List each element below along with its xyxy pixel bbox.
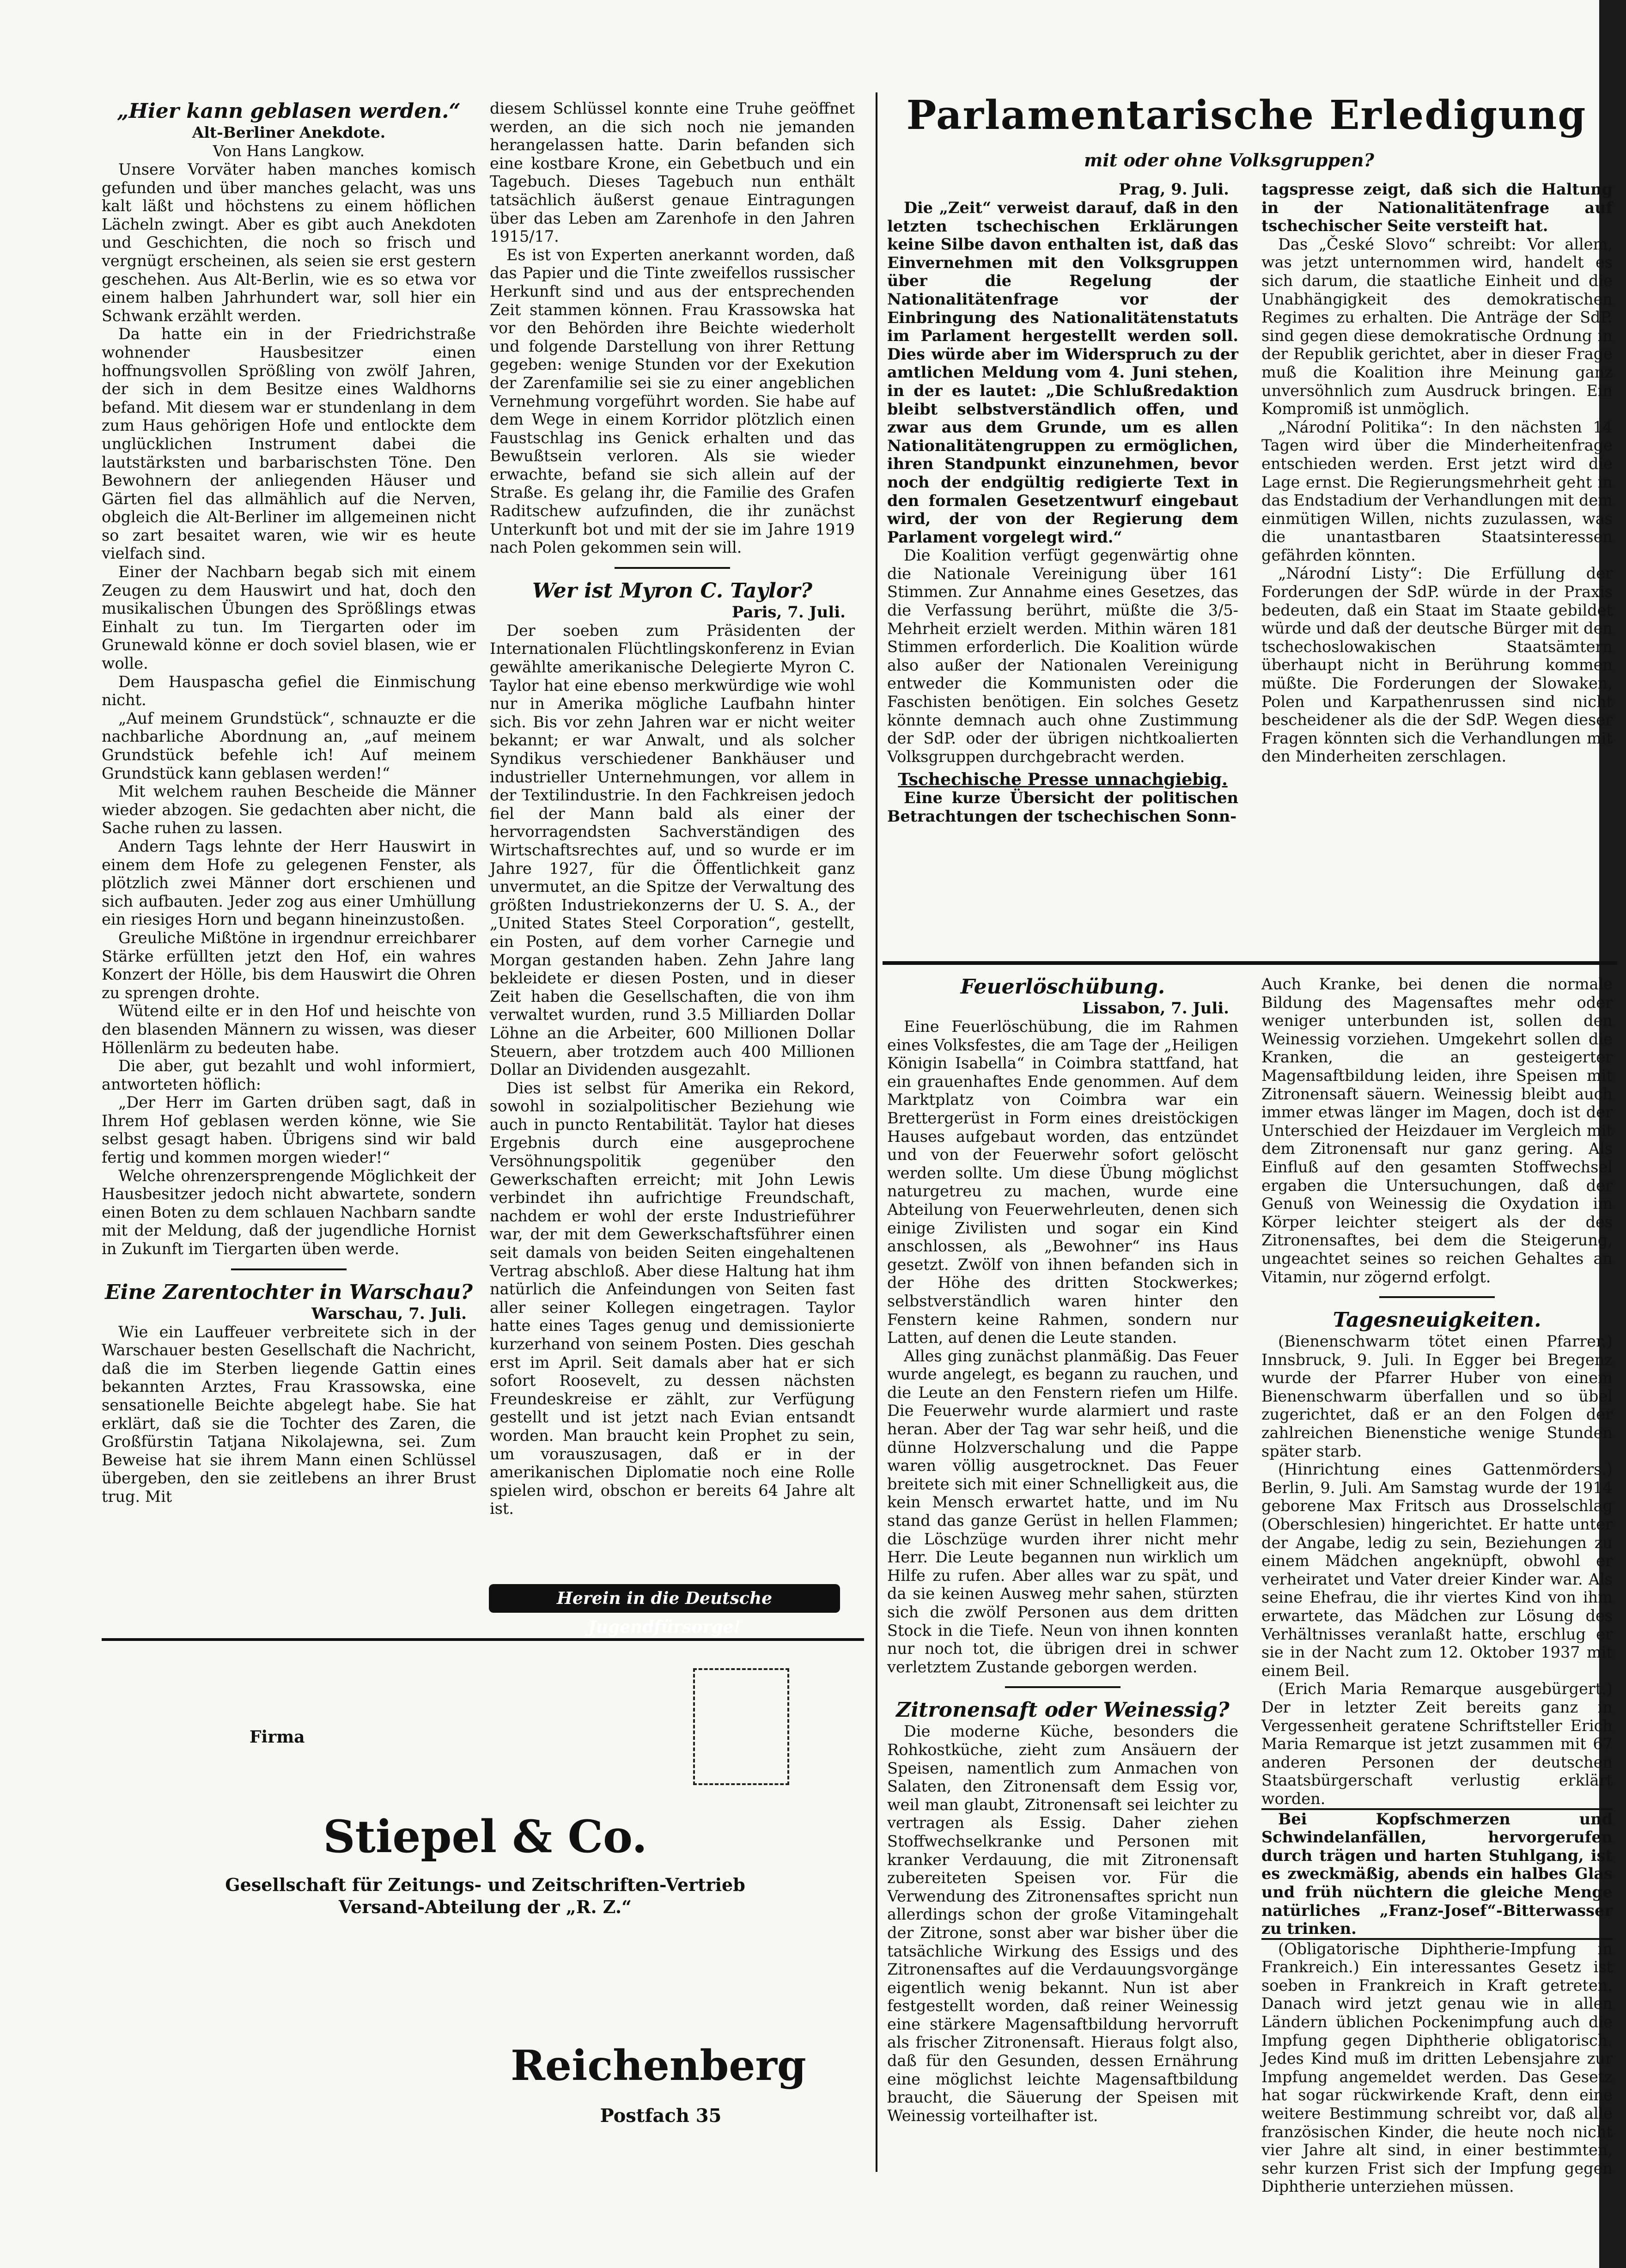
article-title: „Hier kann geblasen werden.“ — [117, 99, 461, 123]
paragraph: Auch Kranke, bei denen die normale Bildung des Magensaftes mehr oder weniger unterbunden ist, sollen den Weinessig vorziehen. Umgekehrt sollen die Kranken, die an gesteigerter Magensaftbildung leiden, ihre Speisen mit Zitronensaft säuern. Weinessig bleibt auch immer etwas länger im Magen, doch ist der Unterschied der Heizdauer im Vergleich mit dem Zitronensaft nur ganz gering. Als Einfluß auf den gesamten Stoffwechsel ergaben die Untersuchungen, daß der Genuß von Weinessig die Oxydation im Körper leichter steigert als der des Zitronensaftes, bei dem die Steigerung, ungeachtet seines so reichen Gehaltes an Vitamin, nur zögernd erfolgt. — [1261, 975, 1613, 1286]
paragraph: Die moderne Küche, besonders die Rohkostküche, zieht zum Ansäuern der Speisen, namentlich zum Anmachen von Salaten, den Zitronensaft dem Essig vor, weil man glaubt, Zitronensaft sei leichter zu vertragen als Essig. Daher ziehen Stoffwechselkranke und Personen mit kranker Verdauung, die mit Zitronensaft zubereiteten Speisen vor. Für die Verwendung des Zitronensaftes spricht nun allerdings schon der große Vitamingehalt der Zitrone, sonst aber war bisher über die tatsächliche Wirkung des Essigs und des Zitronensaftes auf die Verdauungsvorgänge eigentlich wenig bekannt. Nun ist aber festgestellt worden, daß reiner Weinessig eine stärkere Magensaftbildung hervorruft als frischer Zitronensaft. Hieraus folgt also, daß für den Gesunden, dessen Ernährung eine möglichst leichte Magensaftbildung braucht, die Säuerung der Speisen mit Weinessig vorteilhafter ist. — [887, 1722, 1238, 2125]
paragraph: Dem Hauspascha gefiel die Einmischung nicht. — [102, 672, 476, 709]
news-item: (Erich Maria Remarque ausgebürgert.) Der in letzter Zeit bereits ganz in Vergessenheit geratene Schriftsteller Erich Maria Remarque ist jetzt zusammen mit 67 anderen Personen der deutschen Staatsbürgerschaft verlustig erklärt worden. — [1261, 1680, 1613, 1808]
youth-welfare-banner: Herein in die Deutsche Jugendfürsorge! — [489, 1584, 840, 1613]
paragraph: Die Koalition verfügt gegenwärtig ohne die Nationale Vereinigung über 161 Stimmen. Zur Annahme eines Gesetzes, das die Verfassung berührt, müßte die 3/5-Mehrheit erzielt werden. Mithin wären 181 Stimmen erforderlich. Die Koalition würde also außer der Nationalen Vereinigung entweder die Kommunisten oder die Faschisten benötigen. Ein solches Gesetz könnte demnach auch ohne Zustimmung der SdP. oder der übrigen nichtkoalierten Volksgruppen durchgebracht werden. — [887, 546, 1238, 766]
company-name: Stiepel & Co. — [323, 1811, 647, 1863]
paragraph: Greuliche Mißtöne in irgendnur erreichbarer Stärke erfüllten jetzt den Hof, ein wahres Konzert der Hölle, bis dem Hauswirt die Ohren zu sprengen drohte. — [102, 928, 476, 1002]
postage-stamp-box — [693, 1668, 789, 1785]
section-rule — [883, 961, 1617, 965]
paragraph: diesem Schlüssel konnte eine Truhe geöffnet werden, an die sich noch nie jemanden herangelassen hatte. Darin befanden sich eine kostbare Krone, ein Gebetbuch und ein Tagebuch. Dieses Tagebuch nun enthält tatsächlich äußerst genaue Eintragungen über das Leben am Zarenhofe in den Jahren 1915/17. — [490, 99, 855, 246]
paragraph: Es ist von Experten anerkannt worden, daß das Papier und die Tinte zweifellos russischer Herkunft sind und aus der entsprechenden Zeit stammen können. Frau Krassowska hat vor den Behörden ihre Beichte wiederholt und folgende Darstellung von ihrer Rettung gegeben: wenige Stunden vor der Exekution der Zarenfamilie sei sie zu einer angeblichen Vernehmung vorgeführt worden. Sie habe auf dem Wege in einem Korridor plötzlich einen Faustschlag ins Genick erhalten und das Bewußtsein verloren. Als sie wieder erwachte, befand sie sich allein auf der Straße. Es gelang ihr, die Familie des Grafen Raditschew aufzufinden, die ihr zunächst Unterkunft bot und mit der sie im Jahre 1919 nach Polen gekommen sein will. — [490, 245, 855, 557]
column-4-bottom — [1261, 975, 1613, 2196]
dateline: Paris, 7. Juli. — [731, 603, 846, 622]
paragraph: Einer der Nachbarn begab sich mit einem Zeugen zu dem Hauswirt und hat, doch den musikalischen Übungen des Sprößlings etwas Einhalt zu tun. Im Tiergarten oder im Grunewald könne er doch soviel blasen, wie er wolle. — [102, 563, 476, 673]
paragraph: Da hatte ein in der Friedrichstraße wohnender Hausbesitzer einen hoffnungsvollen Sprößling von zwölf Jahren, der sich in dem Besitze eines Waldhorns befand. Mit diesem war er stundenlang in dem zum Haus gehörigen Hofe und entlockte dem unglücklichen Instrument dabei die lautstärksten und barbarischsten Töne. Den Bewohnern der anliegenden Häuser und Gärten fiel das allmählich auf die Nerven, obgleich die Alt-Berliner im allgemeinen nicht so zart besaitet waren, wie wir es heute vielfach sind. — [102, 325, 476, 563]
paragraph: Die „Zeit“ verweist darauf, daß in den letzten tschechischen Erklärungen keine Silbe davon enthalten ist, daß das Einvernehmen mit den Volksgruppen über die Regelung der Nationalitätenfrage vor der Einbringung des Nationalitätenstatuts im Parlament hergestellt werden soll. Dies würde aber im Widerspruch zu der amtlichen Meldung vom 4. Juni stehen, in der es lautet: „Die Schlußredaktion bleibt selbstverständlich offen, und zwar aus dem Grunde, um es allen Nationalitätengruppen zu ermöglichen, ihren Standpunkt einzunehmen, bevor noch der endgültig redigierte Text in den formalen Gesetzentwurf eingebaut wird, der von der Regierung dem Parlament vorgelegt wird.“ — [887, 199, 1238, 546]
article-title: Wer ist Myron C. Taylor? — [532, 579, 813, 603]
column-2 — [490, 99, 855, 1569]
paragraph: Alles ging zunächst planmäßig. Das Feuer wurde angelegt, es begann zu rauchen, und die Leute an den Fenstern riefen um Hilfe. Die Feuerwehr wurde alarmiert und raste heran. Aber der Tag war sehr heiß, und die dünne Holzverschalung und die Pappe waren völlig ausgetrocknet. Das Feuer breitete sich mit einer Schnelligkeit aus, die kein Mensch erwartet hatte, und im Nu stand das ganze Gerüst in hellen Flammen; die Löschzüge wurden ihrer nicht mehr Herr. Die Leute begannen nun wirklich um Hilfe zu rufen. Aber alles war zu spät, und da sie keinen Ausweg mehr sahen, stürzten sich die zwölf Personen aus dem dritten Stock in die Tiefe. Neun von ihnen konnten nur noch tot, die übrigen drei in schwer verletztem Zustande geborgen werden. — [887, 1347, 1238, 1676]
paragraph: tagspresse zeigt, daß sich die Haltung in der Nationalitätenfrage auf tschechischer Seite versteift hat. — [1261, 180, 1613, 235]
divider — [1379, 1296, 1495, 1298]
firma-label: Firma — [250, 1727, 305, 1747]
advert-notice: Bei Kopfschmerzen und Schwindelanfällen, hervorgerufen durch trägen und harten Stuhlgang, ist es zweckmäßig, abends ein halbes Glas und früh nüchtern die gleiche Menge natürliches „Franz-Josef“-Bitterwasser zu trinken. — [1261, 1808, 1613, 1940]
paragraph: Unsere Vorväter haben manches komisch gefunden und über manches gelacht, was uns kalt läßt und höchstens zu einem höflichen Lächeln zwingt. Aber es gibt auch Anekdoten und Geschichten, die noch so frisch und vergnügt erscheinen, als seien sie erst gestern geschehen. Aus Alt-Berlin, wie es so etwa vor einem halben Jahrhundert war, soll hier ein Schwank erzählt werden. — [102, 160, 476, 325]
news-item: (Hinrichtung eines Gattenmörders.) Berlin, 9. Juli. Am Samstag wurde der 1914 geborene Max Fritsch aus Drosselschlag (Oberschlesien) hingerichtet. Er hatte unter der Angabe, ledig zu sein, Beziehungen zu einem Mädchen angeknüpft, obwohl er verheiratet und Vater dreier Kinder war. Als seine Ehefrau, die ihr viertes Kind von ihm erwartete, das Mädchen zur Lösung des Verhältnisses veranlaßt hatte, erschlug er sie in der Nacht zum 12. Oktober 1937 mit einem Beil. — [1261, 1460, 1613, 1680]
article-title: Eine Zarentochter in Warschau? — [105, 1280, 473, 1304]
column-1 — [102, 99, 476, 1638]
paragraph: Welche ohrenzersprengende Möglichkeit der Hausbesitzer jedoch nicht abwartete, sondern einen Boten zu dem schlauen Nachbarn sandte mit der Meldung, daß der jugendliche Hornist in Zukunft im Tiergarten üben werde. — [102, 1166, 476, 1258]
divider — [1005, 1686, 1121, 1688]
company-line-2: Versand-Abteilung der „R. Z.“ — [339, 1896, 632, 1917]
dateline: Warschau, 7. Juli. — [311, 1304, 467, 1323]
paragraph: Das „České Slovo“ schreibt: Vor allem, was jetzt unternommen wird, handelt es sich darum, die staatliche Einheit und die Unabhängigkeit des demokratischen Regimes zu erhalten. Die Anträge der SdP. sind gegen diese demokratische Ordnung in der Republik gerichtet, aber in dieser Frage muß die Koalition ihre Meinung ganz unversöhnlich zum Ausdruck bringen. Ein Kompromiß ist unmöglich. — [1261, 235, 1613, 418]
dateline: Lissabon, 7. Juli. — [1082, 999, 1229, 1018]
company-info — [222, 1874, 749, 1918]
company-line-1: Gesellschaft für Zeitungs- und Zeitschriften-Vertrieb — [225, 1874, 745, 1895]
paragraph: Eine Feuerlöschübung, die im Rahmen eines Volksfestes, die am Tage der „Heiligen Königin Isabella“ in Coimbra stattfand, hat ein grauenhaftes Ende genommen. Auf dem Marktplatz von Coimbra war ein Brettergerüst in Form eines dreistöckigen Hauses aufgebaut worden, das entzündet und von der Feuerwehr sofort gelöscht werden sollte. Um diese Übung möglichst naturgetreu zu machen, wurde eine Abteilung von Feuerwehrleuten, denen sich einige Zivilisten und sogar ein Kind anschlossen, als „Bewohner“ ins Haus gesetzt. Zwölf von ihnen befanden sich in der Höhe des dritten Stockwerkes; selbstverständlich waren hinter den Fenstern keine Rahmen, sondern nur Latten, auf denen die Leute standen. — [887, 1018, 1238, 1347]
column-rule — [876, 92, 877, 2172]
paragraph: Andern Tags lehnte der Herr Hauswirt in einem dem Hofe zu gelegenen Fenster, als plötzlich zwei Männer dort erschienen und sich aufbauten. Jeder zog aus einer Umhüllung ein riesiges Horn und begann hineinzustoßen. — [102, 837, 476, 929]
paragraph: Eine kurze Übersicht der politischen Betrachtungen der tschechischen Sonn- — [887, 789, 1238, 825]
paragraph: Dies ist selbst für Amerika ein Rekord, sowohl in sozialpolitischer Beziehung wie auch in puncto Rentabilität. Taylor hat dieses Ergebnis durch eine ausgeprochene Versöhnungspolitik gegenüber den Gewerkschaften erreicht; mit John Lewis verbindet ihn aufrichtige Freundschaft, nachdem er wohl der erste Industrieführer war, der mit dem Gewerkschaftsführer einen seit damals von beiden Seiten eingehaltenen Vertrag abschloß. Aber diese Haltung hat ihm natürlich die Anfeindungen von Seiten fast aller seiner Kollegen eingetragen. Taylor hatte eines Tages genug und demissionierte kurzerhand von seinem Posten. Dies geschah erst im April. Seit damals aber hat er sich sofort Roosevelt, zu dessen nächsten Freundeskreise er zählt, zur Verfügung gestellt und ist jetzt nach Evian entsandt worden. Man braucht kein Prophet zu sein, um vorauszusagen, daß er in der amerikanischen Diplomatie noch eine Rolle spielen wird, obschon er bereits 64 Jahre alt ist. — [490, 1079, 855, 1518]
paragraph: Wütend eilte er in den Hof und heischte von den blasenden Männern zu wissen, was dieser Höllenlärm zu bedeuten habe. — [102, 1002, 476, 1057]
column-3-top — [887, 180, 1238, 947]
section-title: Tschechische Presse unnachgiebig. — [898, 770, 1228, 790]
main-headline: Parlamentarische Erledigung — [906, 92, 1587, 139]
column-3-bottom — [887, 975, 1238, 2177]
dateline: Prag, 9. Juli. — [1119, 180, 1229, 199]
post-box: Postfach 35 — [600, 2105, 722, 2127]
news-item: (Bienenschwarm tötet einen Pfarrer.) Innsbruck, 9. Juli. In Egger bei Bregenz wurde der Pfarrer Huber von einem Bienenschwarm überfallen und so übel zugerichtet, daß er an den Folgen der zahlreichen Bienenstiche wenige Stunden später starb. — [1261, 1332, 1613, 1460]
article-author: Von Hans Langkow. — [213, 142, 365, 160]
article-title: Feuerlöschübung. — [960, 975, 1165, 999]
paragraph: Wie ein Lauffeuer verbreitete sich in der Warschauer besten Gesellschaft die Nachricht, daß die im Sterben liegende Gattin eines bekannten Arztes, Frau Krassowska, eine sensationelle Beichte abgelegt habe. Sie hat erklärt, daß sie die Tochter des Zaren, die Großfürstin Tatjana Nikolajewna, sei. Zum Beweise hat sie ihrem Mann einen Schlüssel übergeben, den sie zeitlebens an ihrer Brust trug. Mit — [102, 1323, 476, 1506]
paragraph: „Auf meinem Grundstück“, schnauzte er die nachbarliche Abordnung an, „auf meinem Grundstück befehle ich! Auf meinem Grundstück kann geblasen werden!“ — [102, 709, 476, 782]
article-title: Tagesneuigkeiten. — [1333, 1308, 1541, 1332]
paragraph: „Národní Listy“: Die Erfüllung der Forderungen der SdP. würde in der Praxis bedeuten, daß ein Staat im Staate gebildet würde und daß der deutsche Bürger mit den tschechoslowakischen Staatsämtern überhaupt nicht in Berührung kommen müßte. Die Forderungen der Slowaken, Polen und Karpathenrussen sind nicht bescheidener als die der SdP. Wegen dieser Fragen könnten sich die Verhandlungen mit den Minderheiten zerschlagen. — [1261, 564, 1613, 766]
paragraph: Mit welchem rauhen Bescheide die Männer wieder abzogen. Sie gedachten aber nicht, die Sache ruhen zu lassen. — [102, 782, 476, 837]
column-4-top — [1261, 180, 1613, 947]
paragraph: „Der Herr im Garten drüben sagt, daß in Ihrem Hof geblasen werden könne, wie Sie selbst gesagt haben. Übrigens sind wir bald fertig und kommen morgen wieder!“ — [102, 1093, 476, 1167]
divider — [231, 1268, 347, 1270]
bottom-rule — [102, 1638, 864, 1641]
article-title: Zitronensaft oder Weinessig? — [896, 1698, 1230, 1722]
paragraph: Die aber, gut bezahlt und wohl informiert, antworteten höflich: — [102, 1057, 476, 1093]
divider — [615, 567, 730, 569]
paragraph: Der soeben zum Präsidenten der Internationalen Flüchtlingskonferenz in Evian gewählte amerikanische Delegierte Myron C. Taylor hat eine ebenso merkwürdige wie wohl nur in Amerika mögliche Laufbahn hinter sich. Bis vor zehn Jahren war er nicht weiter bekannt; er war Anwalt, und als solcher Syndikus verschiedener Bankhäuser und industrieller Unternehmungen, vor allem in der Textilindustrie. In den Fachkreisen jedoch fiel der Mann bald als einer der hervorragendsten Sachverständigen des Wirtschaftsrechtes auf, und so wurde er im Jahre 1927, für die Öffentlichkeit ganz unvermutet, an die Spitze der Verwaltung des größten Industriekonzerns der U. S. A., der „United States Steel Corporation“, gestellt, ein Posten, auf dem vorher Carnegie und Morgan gestanden haben. Zehn Jahre lang bekleidete er diesen Posten, und in dieser Zeit haben die Gesellschaften, die von ihm verwaltet wurden, rund 3.5 Milliarden Dollar Löhne an die Arbeiter, 600 Millionen Dollar Steuern, aber trotzdem auch 400 Millionen Dollar an Dividenden ausgezahlt. — [490, 621, 855, 1079]
article-subtitle: Alt-Berliner Anekdote. — [192, 123, 386, 141]
news-item: (Obligatorische Diphtherie-Impfung in Frankreich.) Ein interessantes Gesetz ist soeben in Frankreich in Kraft getreten. Danach wird jetzt genau wie in allen Ländern üblichen Pockenimpfung auch die Impfung gegen Diphtherie obligatorisch. Jedes Kind muß im dritten Lebensjahre zur Impfung angemeldet werden. Das Gesetz hat sogar rückwirkende Kraft, denn eine weitere Bestimmung schreibt vor, daß alle französischen Kinder, die heute noch nicht vier Jahre alt sind, in einer bestimmten, sehr kurzen Frist sich der Impfung gegen Diphtherie unterziehen müssen. — [1261, 1939, 1613, 2196]
main-subheadline: mit oder ohne Volksgruppen? — [1084, 150, 1374, 171]
city-name: Reichenberg — [511, 2041, 806, 2090]
paragraph: „Národní Politika“: In den nächsten 14 Tagen wird über die Minderheitenfrage entschieden werden. Erst jetzt wird die Lage ernst. Die Regierungsmehrheit geht in das Endstadium der Verhandlungen mit dem einmütigen Willen, nichts zuzulassen, was die unantastbaren Staatsinteressen gefährden könnten. — [1261, 418, 1613, 564]
